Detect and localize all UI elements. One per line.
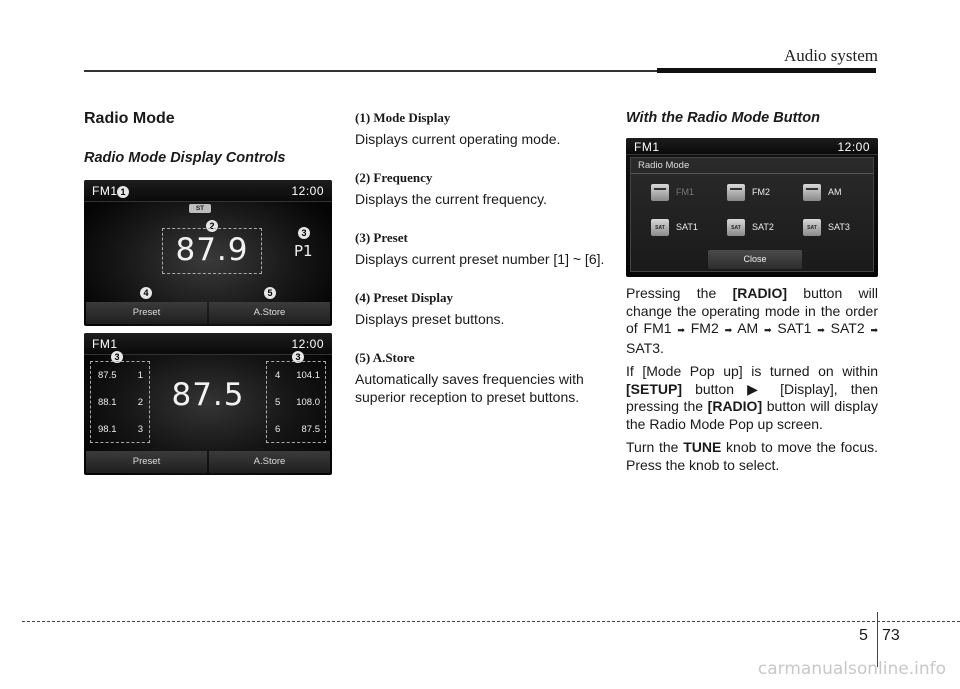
radio-screen-presets [84,333,332,475]
callout-marker: 5 [264,287,276,299]
radio-icon [727,184,745,201]
text: button will display the Radio Mode Pop up screen. [626,398,878,432]
mode-option-sat1[interactable] [651,219,721,239]
mode-label: SAT3 [828,222,850,232]
text: Pressing the [626,285,733,301]
description-body: Displays current preset number [1] ~ [6]. [355,251,605,267]
description-body: Displays current operating mode. [355,131,561,147]
watermark: carmanualsonline.info [757,659,946,679]
setup-key-label: [SETUP] [626,380,682,397]
column-radio-button [626,110,878,480]
preset-button[interactable]: Preset [86,302,207,324]
clock: 12:00 [291,337,324,351]
mode-label: FM1 [676,187,694,197]
preset-button[interactable]: Preset [86,451,207,473]
preset-index: 6 [275,424,281,435]
description-title: (5) A.Store [355,350,415,365]
description-title: (4) Preset Display [355,290,453,305]
preset-item[interactable] [267,416,325,443]
preset-index: 4 [275,370,281,381]
mode-option-fm1[interactable] [651,184,721,204]
text: AM [732,320,765,336]
page-number: 73 [882,627,900,644]
header-title: Audio system [784,46,878,65]
text: SAT3. [626,339,664,356]
preset-index: 1 [137,370,143,381]
description-body: Displays preset buttons. [355,311,505,327]
auto-store-button[interactable]: A.Store [209,451,330,473]
tune-knob-label: TUNE [683,439,722,455]
footer-rule [22,621,960,622]
radio-icon [651,184,669,201]
radio-mode-popup-screen [626,138,878,277]
callout-marker: 3 [111,351,123,363]
soft-button-bar [86,451,330,473]
mode-label: FM2 [752,187,770,197]
preset-frequency: 87.5 [98,370,117,381]
radio-icon [803,184,821,201]
radio-key-label: [RADIO] [707,398,763,414]
arrow-right-icon: ➡ [870,325,878,335]
callout-marker: 4 [140,287,152,299]
preset-frequency: 104.1 [296,370,320,381]
column-radio-mode [84,110,334,475]
preset-index: 2 [137,397,143,408]
paragraph-tune-knob [626,439,878,474]
description-body: Displays the current frequency. [355,191,547,207]
mode-option-sat3[interactable] [803,219,873,239]
text: SAT2 [824,320,871,336]
satellite-radio-icon [803,219,821,236]
preset-item[interactable] [267,389,325,416]
text: button will change the operating mode in the order of FM1 [626,285,878,336]
arrow-right-icon: ➡ [724,325,733,335]
status-bar [626,138,878,155]
text: knob to move the focus. Press the knob to select. [626,439,879,473]
description-title: (2) Frequency [355,170,433,185]
section-heading: Radio Mode [84,110,175,127]
radio-mode-popup [630,157,874,272]
mode-label: AM [828,187,842,197]
preset-number: P1 [294,242,313,260]
subsection-heading: With the Radio Mode Button [626,110,820,126]
text: If [Mode Pop up] is turned on within [626,363,878,379]
text: [Display], then pressing the [626,380,878,414]
description-title: (3) Preset [355,230,408,245]
text: SAT1 [771,320,818,336]
frequency-display: 87.9 [175,232,249,268]
description-section [355,350,607,406]
band-label: FM1 [92,337,118,351]
mode-option-fm2[interactable] [727,184,797,204]
close-button[interactable]: Close [708,250,802,269]
stereo-badge: ST [189,204,211,213]
frequency-display: 87.5 [171,377,245,413]
mode-label: SAT2 [752,222,774,232]
preset-frequency: 108.0 [296,397,320,408]
preset-index: 5 [275,397,281,408]
arrow-right-icon: ➡ [817,325,825,335]
satellite-radio-icon [651,219,669,236]
arrow-right-icon: ➡ [764,325,772,335]
satellite-radio-icon [727,219,745,236]
mode-option-sat2[interactable] [727,219,797,239]
subsection-heading: Radio Mode Display Controls [84,150,286,166]
clock: 12:00 [291,184,324,198]
callout-marker: 3 [298,227,310,239]
text: FM2 [684,320,725,336]
preset-item[interactable] [267,362,325,389]
section-number: 5 [859,627,868,644]
preset-frequency: 98.1 [98,424,117,435]
band-label: FM1 [92,184,118,198]
preset-list-right [266,361,326,443]
preset-frequency: 88.1 [98,397,117,408]
callout-marker: 1 [117,186,129,198]
paragraph-popup-setting [626,363,878,433]
description-section [355,110,607,148]
text: Turn the [626,439,684,455]
paragraph-mode-order [626,285,878,357]
frequency-box [162,228,262,274]
preset-item[interactable] [91,416,149,443]
arrow-right-icon: ➡ [677,325,685,335]
popup-divider [631,173,873,174]
column-descriptions [355,110,607,428]
auto-store-button[interactable]: A.Store [209,302,330,324]
description-title: (1) Mode Display [355,110,451,125]
soft-button-bar [86,302,330,324]
popup-title: Radio Mode [638,160,690,171]
description-body: Automatically saves frequencies with superior reception to preset buttons. [355,371,584,405]
text: button [682,380,748,397]
band-label: FM1 [634,140,660,154]
callout-marker: 2 [206,220,218,232]
preset-frequency: 87.5 [301,424,320,435]
mode-option-am[interactable] [803,184,873,204]
callout-marker: 3 [292,351,304,363]
mode-label: SAT1 [676,222,698,232]
description-section [355,170,607,208]
clock: 12:00 [837,140,870,154]
header-rule-accent [657,68,876,73]
radio-screen-main [84,180,332,326]
preset-index: 3 [137,424,143,435]
triangle-right-icon: ▶ [747,380,768,397]
description-section [355,290,607,328]
radio-key-label: [RADIO] [732,285,787,301]
description-section [355,230,607,268]
